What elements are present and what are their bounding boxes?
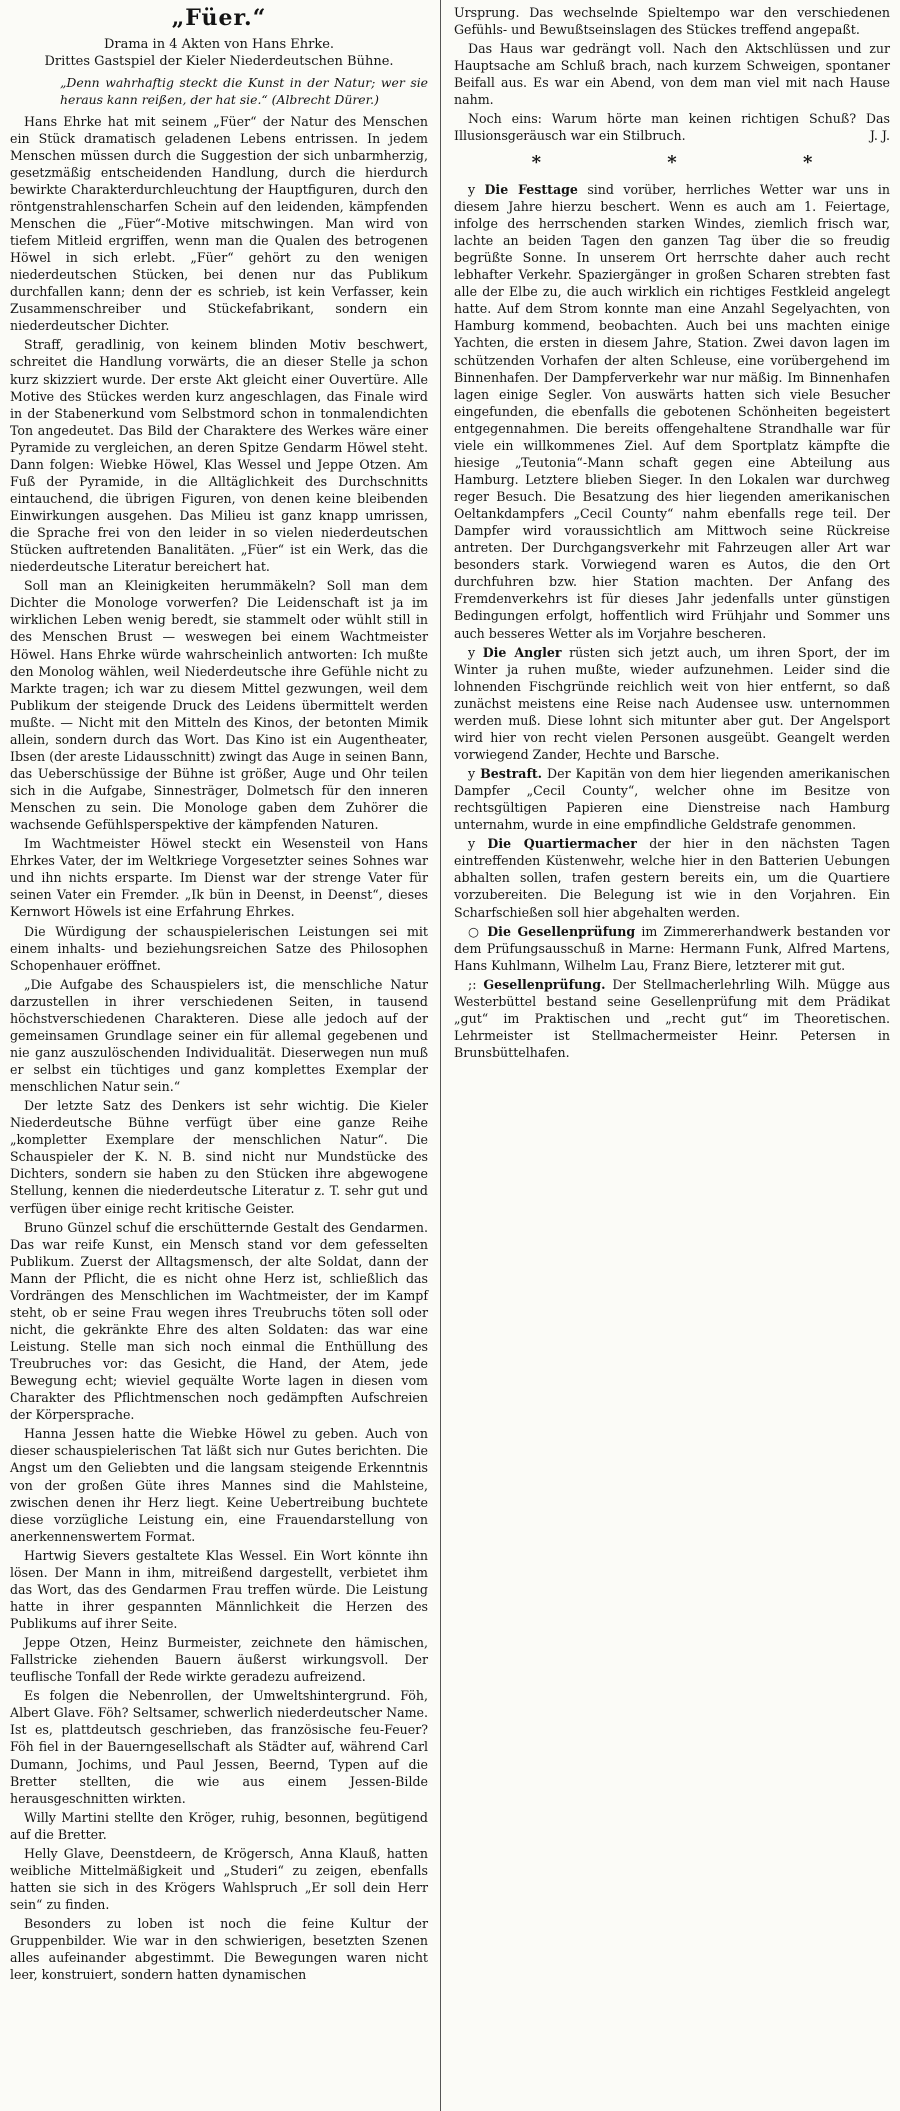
news-headline: Die Festtage	[484, 181, 578, 197]
news-marker: ;:	[468, 976, 477, 992]
article-motto: „Denn wahrhaftig steckt die Kunst in der Natur; wer sie heraus kann reißen, der hat sie.“ (Albrecht Dürer.)	[60, 75, 428, 107]
article-title: „Füer.“	[171, 5, 267, 31]
news-item	[454, 923, 890, 974]
closing-remark: Noch eins: Warum hörte man keinen richtigen Schuß? Das Illusionsgeräusch war ein Stilbruch.	[454, 111, 890, 144]
article-continuation: Das Haus war gedrängt voll. Nach den Aktschlüssen und zur Hauptsache am Schluß brach, nach kurzem Schweigen, spontaner Beifall aus. Es war ein Abend, von dem man viel mit nach Hause nahm.	[454, 41, 890, 108]
article-paragraph: Besonders zu loben ist noch die feine Kultur der Gruppenbilder. Wie war in den schwierigen, besetzten Szenen alles aufeinander abgestimmt. Die Bewegungen waren nicht leer, konstruiert, sondern hatten dynamischen	[10, 1916, 428, 1983]
article-paragraph: Jeppe Otzen, Heinz Burmeister, zeichnete den hämischen, Fallstricke ziehenden Bauern äußerst wirkungsvoll. Der teuflische Tonfall der Rede wirkte geradezu aufreizend.	[10, 1635, 428, 1685]
article-continuation	[454, 110, 890, 144]
news-text: Der Kapitän von dem hier liegenden amerikanischen Dampfer „Cecil County“, welcher ohne im Besitze von rechtsgültigen Papieren eine Dienstreise nach Hamburg unternahm, wurde in eine empfindliche Geldstrafe genommen.	[454, 766, 890, 833]
article-paragraph: Die Würdigung der schauspielerischen Leistungen sei mit einem inhalts- und beziehungsreichen Satze des Philosophen Schopenhauer eröffnet.	[10, 923, 428, 973]
news-marker: y	[468, 181, 476, 197]
news-text: Der Stellmacherlehrling Wilh. Mügge aus Westerbüttel bestand seine Gesellenprüfung mit dem Prädikat „gut“ im Praktischen und „recht gut“ im Theoretischen. Lehrmeister ist Stellmachermeister Heinr. Petersen in Brunsbüttelhafen.	[454, 976, 890, 1060]
news-marker: y	[468, 836, 476, 852]
article-paragraph: Der letzte Satz des Denkers ist sehr wichtig. Die Kieler Niederdeutsche Bühne verfügt über eine ganze Reihe „kompletter Exemplare der menschlichen Natur“. Die Schauspieler der K. N. B. sind nicht nur Mundstücke des Dichters, sondern sie haben zu den Stücken ihre abgewogene Stellung, kennen die niederdeutsche Literatur z. T. sehr gut und verfügen über einige recht kritische Geister.	[10, 1098, 428, 1216]
author-signature: J. J.	[869, 128, 890, 144]
news-headline: Die Angler	[482, 644, 562, 660]
local-news-column	[446, 4, 890, 2111]
news-text: rüsten sich jetzt auch, um ihren Sport, der im Winter ja ruhen mußte, wieder aufzunehmen. Leider sind die lohnenden Fischgründe reichlich weit von hier entfernt, so daß zunächst meistens eine Reise nach Audensee usw. unternommen werden muß. Diese lohnt sich mitunter aber gut. Der Angelsport wird hier von recht vielen Personen ausgeübt. Geangelt werden vorwiegend Zander, Hechte und Barsche.	[454, 644, 890, 762]
news-headline: Die Gesellenprüfung	[487, 923, 636, 939]
article-paragraph: Es folgen die Nebenrollen, der Umweltshintergrund. Föh, Albert Glave. Föh? Seltsamer, schwerlich niederdeutscher Name. Ist es, plattdeutsch geschrieben, das französische feu-Feuer? Föh fiel in der Bauerngesellschaft als Städter auf, während Carl Dumann, Jochims, und Paul Jessen, Beernd, Typen auf die Bretter stellten, die wie aus einem Jessen-Bilde herausgeschnitten wirkten.	[10, 1688, 428, 1806]
article-paragraph: Hanna Jessen hatte die Wiebke Höwel zu geben. Auch von dieser schauspielerischen Tat läßt sich nur Gutes berichten. Die Angst um den Geliebten und die langsam steigende Erkenntnis von der großen Güte ihres Mannes sind die Mahlsteine, zwischen denen ihr Herz liegt. Keine Uebertreibung buchtete diese vorzügliche Leistung ein, eine Frauendarstellung von anerkennenswertem Format.	[10, 1426, 428, 1544]
news-item	[454, 765, 890, 833]
article-paragraph: Im Wachtmeister Höwel steckt ein Wesensteil von Hans Ehrkes Vater, der im Weltkriege Vorgesetzter seines Sohnes war und ihn nichts ersparte. Im Dienst war der strenge Vater für seinen Vater ein Fremder. „Ik bün in Deenst, in Deenst“, dieses Kernwort Höwels ist eine Erfahrung Ehrkes.	[10, 836, 428, 920]
news-item	[454, 644, 890, 763]
news-item	[454, 976, 890, 1061]
article-quote: „Die Aufgabe des Schauspielers ist, die menschliche Natur darzustellen in ihrer verschiedenen Seiten, in tausend höchstverschiedenen Charakteren. Diese alle jedoch auf der gemeinsamen Grundlage seiner ein für allemal gegebenen und nie ganz auszulöschenden Individualität. Dieserwegen nun muß er selbst ein tüchtiges und ganz komplettes Exemplar der menschlichen Natur sein.“	[10, 976, 428, 1095]
article-paragraph: Straff, geradlinig, von keinem blinden Motiv beschwert, schreitet die Handlung vorwärts, die an dieser Stelle ja schon kurz skizziert wurde. Der erste Akt gleicht einer Ouvertüre. Alle Motive des Stückes werden kurz angeschlagen, das Finale wird in der Stabenerkund vom Selbstmord schon in tonmalendichten Ton angedeutet. Das Bild der Charaktere des Werkes wäre einer Pyramide zu vergleichen, an deren Spitze Gendarm Höwel steht. Dann folgen: Wiebke Höwel, Klas Wessel und Jeppe Otzen. Am Fuß der Pyramide, in die Alltäglichkeit des Durchschnitts eintauchend, die übrigen Figuren, von denen keine bleibenden Einwirkungen ausgehen. Das Milieu ist ganz knapp umrissen, die Sprache frei von den leider in so vielen niederdeutschen Stücken auftretenden Banalitäten. „Füer“ ist ein Werk, das die niederdeutsche Literatur bereichert hat.	[10, 337, 428, 575]
article-paragraph: Soll man an Kleinigkeiten herummäkeln? Soll man dem Dichter die Monologe vorwerfen? Die Leidenschaft ist ja im wirklichen Leben wenig beredt, sie stammelt oder wühlt still in des Menschen Brust — weswegen bei einem Wachtmeister Höwel. Hans Ehrke würde wahrscheinlich antworten: Ich mußte den Monolog wählen, weil Niederdeutsche ihre Gefühle nicht zu Markte tragen; ich war zu diesem Mittel gezwungen, weil dem Publikum der steigende Druck des Leidens übermittelt werden mußte. — Nicht mit den Mitteln des Kinos, der betonten Mimik allein, sondern durch das Wort. Das Kino ist ein Augentheater, Ibsen (der areste Lidausschnitt) zwingt das Auge in seinen Bann, das Ueberschüssige der Bühne ist größer, Auge und Ohr teilen sich in die Aufgabe, Sinnesträger, Dolmetsch für den inneren Menschen zu sein. Die Monologe gaben dem Zuhörer die wachsende Gefühlsperspektive der kämpfenden Naturen.	[10, 578, 428, 833]
news-text: im Zimmererhandwerk bestanden vor dem Prüfungsausschuß in Marne: Hermann Funk, Alfred Martens, Hans Kuhlmann, Wilhelm Lau, Franz Biere, letzterer mit gut.	[454, 923, 891, 973]
news-marker: y	[468, 766, 476, 781]
article-paragraph: Willy Martini stellte den Kröger, ruhig, besonnen, begütigend auf die Bretter.	[10, 1809, 428, 1842]
article-subtitle: Drama in 4 Akten von Hans Ehrke.	[103, 36, 335, 52]
news-headline: Bestraft.	[480, 766, 543, 781]
news-marker: y	[468, 644, 476, 660]
article-subtitle-venue: Drittes Gastspiel der Kieler Niederdeutschen Bühne.	[44, 54, 394, 70]
article-paragraph: Hans Ehrke hat mit seinem „Füer“ der Natur des Menschen ein Stück dramatisch geladenen Lebens entrissen. In jedem Menschen müssen durch die Suggestion der sich unbarmherzig, gesetzmäßig entscheidenden Handlung, durch die hierdurch bewirkte Charakterdurchleuchtung der Hauptfiguren, durch den röntgenstrahlenscharfen Schein auf den leidenden, kämpfenden Menschen die „Füer“-Motive mitschwingen. Man wird von tiefem Mitleid ergriffen, wenn man die Qualen des betrogenen Höwel in sich erlebt. „Füer“ gehört zu den wenigen niederdeutschen Stücken, bei denen nur das Publikum durchfallen kann; denn der es schrieb, ist kein Verfasser, kein Zusammenschreiber und Stückefabrikant, sondern ein niederdeutscher Dichter.	[10, 113, 428, 334]
section-separator: * * *	[531, 151, 873, 173]
news-headline: Gesellenprüfung.	[483, 976, 606, 992]
news-item	[454, 835, 890, 920]
review-column	[10, 4, 436, 2111]
article-paragraph: Helly Glave, Deenstdeern, de Krögersch, Anna Klauß, hatten weibliche Mittelmäßigkeit und „Studeri“ zu zeigen, ebenfalls hatten sie sich in des Krögers Wahlspruch „Er soll dein Herr sein“ zu finden.	[10, 1845, 428, 1913]
news-text: der hier in den nächsten Tagen eintreffenden Küstenwehr, welche hier in den Batterien Uebungen abhalten sollen, trafen gestern bereits ein, um die Quartiere vorzubereiten. Die Belegung ist wie in den Vorjahren. Ein Scharfschießen soll hier abgehalten werden.	[454, 836, 890, 920]
column-divider	[440, 0, 441, 2111]
article-paragraph: Bruno Günzel schuf die erschütternde Gestalt des Gendarmen. Das war reife Kunst, ein Mensch stand vor dem gefesselten Publikum. Zuerst der Alltagsmensch, der alte Soldat, dann der Mann der Pflicht, die es nicht ohne Herz ist, schließlich das Vordrängen des Menschlichen im Wachtmeister, der im Kampf steht, ob er seine Frau wegen ihres Treubruchs töten soll oder nicht, die gekränkte Ehre des alten Soldaten: das war eine Leistung. Stelle man sich noch einmal die Enthüllung des Treubruches vor: das Gesicht, die Hand, der Atem, jede Bewegung echt; wieviel gequälte Worte lagen in diesen vom Charakter des Pflichtmenschen noch gedämpften Aufschreien der Körpersprache.	[10, 1219, 428, 1423]
news-item	[454, 181, 890, 642]
news-headline: Die Quartiermacher	[487, 836, 637, 852]
news-marker: ○	[468, 923, 482, 939]
article-continuation: Ursprung. Das wechselnde Spieltempo war den verschiedenen Gefühls- und Bewußtseinslagen des Stückes treffend angepaßt.	[454, 5, 890, 38]
article-paragraph: Hartwig Sievers gestaltete Klas Wessel. Ein Wort könnte ihn lösen. Der Mann in ihm, mitreißend dargestellt, verbietet ihm das Wort, das des Gendarmen Frau treffen würde. Die Leistung hatte in ihrer gespannten Männlichkeit die Herzen des Publikums auf ihrer Seite.	[10, 1547, 428, 1632]
news-text: sind vorüber, herrliches Wetter war uns in diesem Jahre hierzu beschert. Wenn es auch am 1. Feiertage, infolge des herrschenden starken Windes, ziemlich frisch war, lachte an beiden Tagen den ganzen Tag über die so freudig begrüßte Sonne. In unserem Ort herrschte daher auch recht lebhafter Verkehr. Spaziergänger in großen Scharen strebten fast alle der Elbe zu, die auch wirklich ein richtiges Festkleid angelegt hatte. Auf dem Strom konnte man eine Anzahl Segelyachten, von Hamburg kommend, beobachten. Auch bei uns machten einige Yachten, die ersten in diesem Jahre, Station. Zwei davon lagen im schützenden Vorhafen der alten Schleuse, eine vorübergehend im Binnenhafen. Der Dampferverkehr war nur mäßig. Im Binnenhafen lagen einige Segler. Von auswärts hatten sich viele Besucher eingefunden, die ebenfalls die gebotenen Schönheiten begeistert entgegennahmen. Die bereits offengehaltene Strandhalle war für viele ein willkommenes Ziel. Auf dem Sportplatz kämpfte die hiesige „Teutonia“-Mann schaft gegen eine Abteilung aus Hamburg. Letztere blieben Sieger. In den Lokalen war durchweg reger Besuch. Die Besatzung des hier liegenden amerikanischen Oeltankdampfers „Cecil County“ nahm ebenfalls rege teil. Der Dampfer wird voraussichtlich am Mittwoch seine Rückreise antreten. Der Durchgangsverkehr mit Fahrzeugen aller Art war besonders stark. Vorwiegend waren es Autos, die den Ort durchfuhren bzw. hier Station machten. Der Anfang des Fremdenverkehrs ist für dieses Jahr jedenfalls unter günstigen Bedingungen erfolgt, hoffentlich wird Frühjahr und Sommer uns auch besseres Wetter als im Vorjahre bescheren.	[454, 181, 890, 641]
